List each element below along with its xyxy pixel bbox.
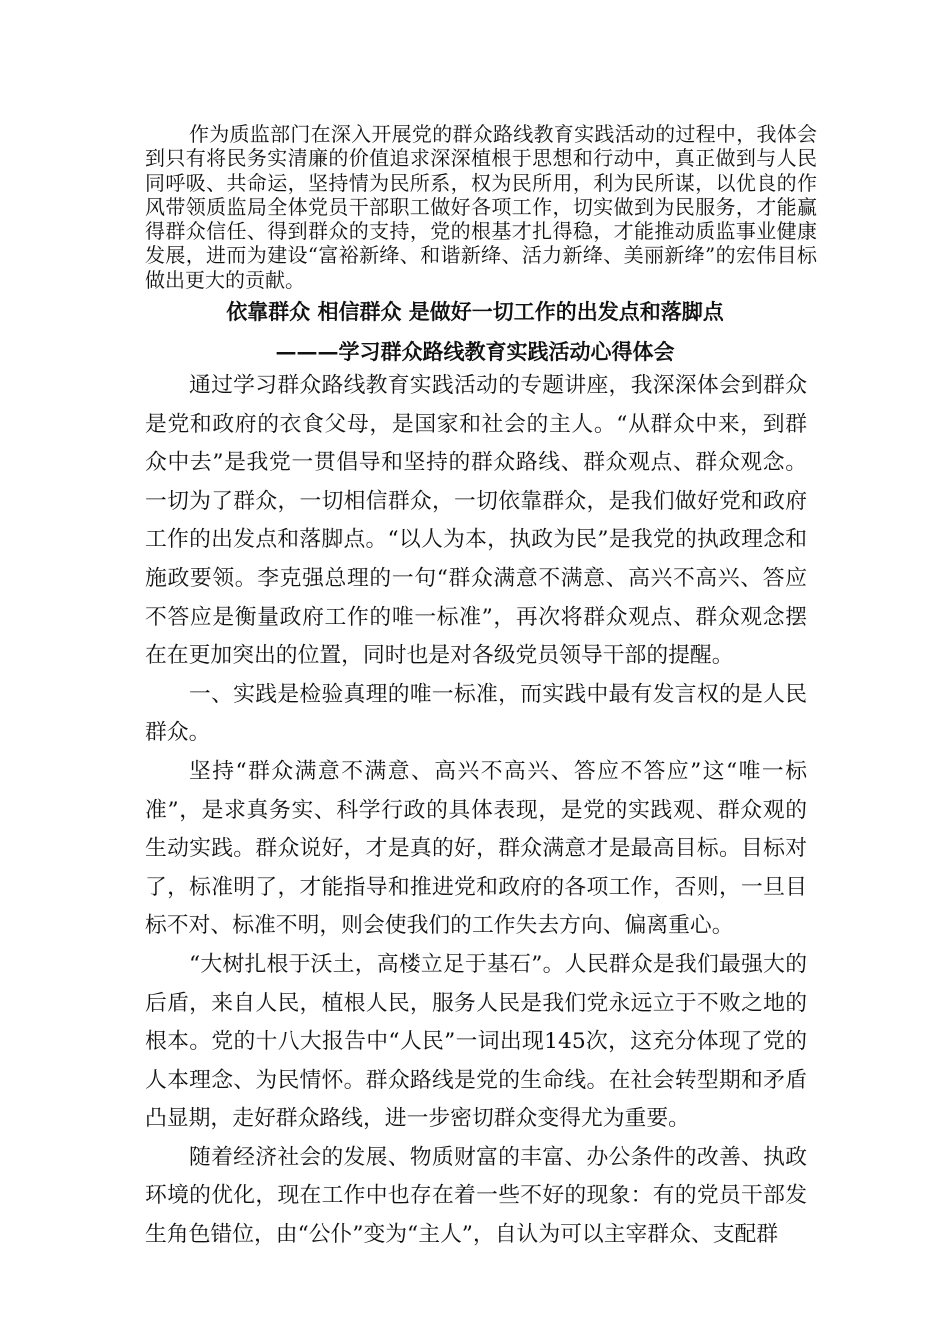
document-title: 依靠群众 相信群众 是做好一切工作的出发点和落脚点 [226, 300, 724, 324]
body-paragraph-4: 随着经济社会的发展、物质财富的丰富、办公条件的改善、执政环境的优化，现在工作中也存在着一些不好的现象：有的党员干部发生角色错位，由“公仆”变为“主人”，自认为可以主宰群众、支配群 [145, 1144, 807, 1248]
body-paragraph-2: 坚持“群众满意不满意、高兴不高兴、答应不答应”这“唯一标准”，是求真务实、科学行政的具体表现，是党的实践观、群众观的生动实践。群众说好，才是真的好，群众满意才是最高目标。目标对了，标准明了，才能指导和推进党和政府的各项工作，否则，一旦目标不对、标准不明，则会使我们的工作失去方向、偏离重心。 [145, 758, 807, 939]
body-paragraph-1: 通过学习群众路线教育实践活动的专题讲座，我深深体会到群众是党和政府的衣食父母，是国家和社会的主人。“从群众中来，到群众中去”是我党一贯倡导和坚持的群众路线、群众观点、群众观念。一切为了群众，一切相信群众，一切依靠群众，是我们做好党和政府工作的出发点和落脚点。“以人为本，执政为民”是我党的执政理念和施政要领。李克强总理的一句“群众满意不满意、高兴不高兴、答应不答应是衡量政府工作的唯一标准”，再次将群众观点、群众观念摆在在更加突出的位置，同时也是对各级党员领导干部的提醒。 [145, 373, 807, 669]
section-heading-1: 一、实践是检验真理的唯一标准，而实践中最有发言权的是人民群众。 [145, 681, 807, 746]
intro-paragraph: 作为质监部门在深入开展党的群众路线教育实践活动的过程中，我体会到只有将民务实清廉的价值追求深深植根于思想和行动中，真正做到与人民同呼吸、共命运，坚持情为民所系，权为民所用，利为民所谋，以优良的作风带领质监局全体党员干部职工做好各项工作，切实做到为民服务，才能赢得群众信任、得到群众的支持，党的根基才扎得稳，才能推动质监事业健康发展，进而为建设“富裕新绛、和谐新绛、活力新绛、美丽新绛”的宏伟目标做出更大的贡献。 [145, 122, 817, 292]
document-subtitle: ———学习群众路线教育实践活动心得体会 [275, 339, 675, 364]
document-body [145, 367, 807, 1255]
body-paragraph-3: “大树扎根于沃土，高楼立足于基石”。人民群众是我们最强大的后盾，来自人民，植根人民，服务人民是我们党永远立于不败之地的根本。党的十八大报告中“人民”一词出现145次，这充分体现了党的人本理念、为民情怀。群众路线是党的生命线。在社会转型期和矛盾凸显期，走好群众路线，进一步密切群众变得尤为重要。 [145, 951, 807, 1132]
